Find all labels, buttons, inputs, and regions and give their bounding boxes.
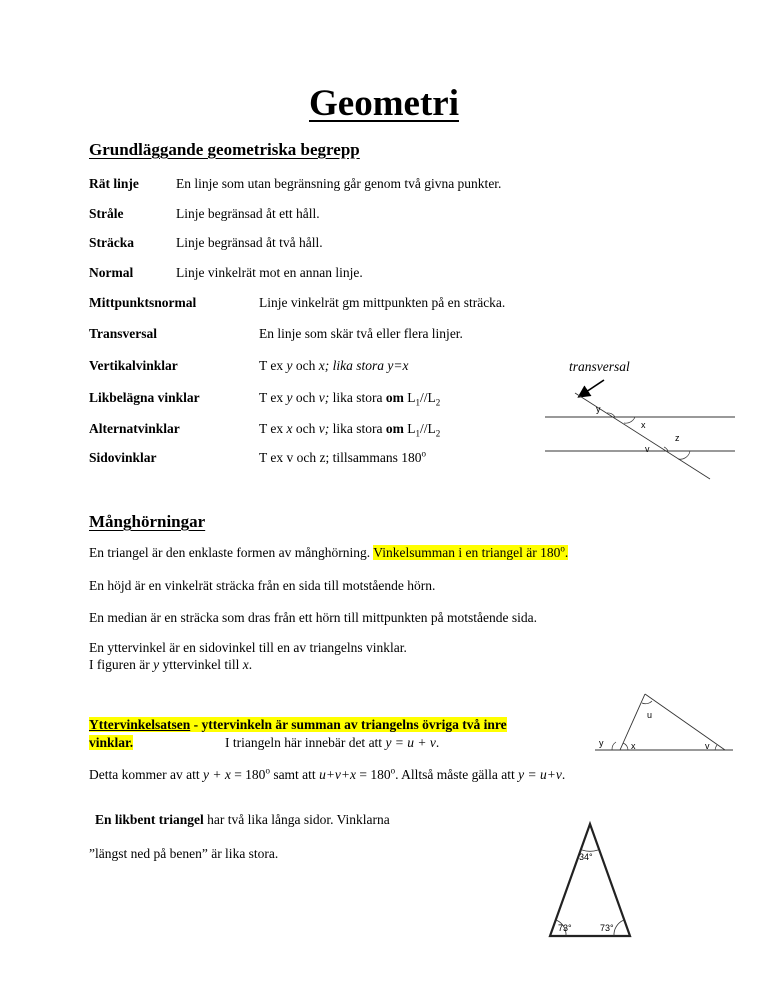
term-definition: T ex x och v; lika stora om $L_1//L_2$ bbox=[259, 421, 441, 439]
angle-label-v: v bbox=[705, 741, 710, 751]
angle-label-x: x bbox=[641, 420, 646, 430]
term-definition: Linje begränsad åt två håll. bbox=[176, 235, 323, 250]
theorem-line-1: Yttervinkelsatsen - yttervinkeln är summan av triangelns övriga två inre bbox=[89, 717, 507, 732]
term-label: Sträcka bbox=[89, 235, 134, 250]
term-definition: Linje vinkelrät gm mittpunkten på en sträcka. bbox=[259, 295, 506, 310]
angle-label-v: v bbox=[645, 444, 650, 454]
section-heading-basics: Grundläggande geometriska begrepp bbox=[89, 140, 360, 159]
term-definition: T ex y och v; lika stora om $L_1//L_2$ bbox=[259, 390, 441, 408]
pointer-arrow bbox=[580, 380, 604, 396]
term-label: Sidovinklar bbox=[89, 450, 157, 465]
term-label: Vertikalvinklar bbox=[89, 358, 178, 373]
theorem-implication: I triangeln här innebär det att y = u + v. bbox=[225, 735, 440, 750]
term-definition: En linje som skär två eller flera linjer. bbox=[259, 326, 463, 341]
term-label: Transversal bbox=[89, 326, 157, 341]
section-heading-polygons: Månghörningar bbox=[89, 512, 206, 531]
term-definition: En linje som utan begränsning går genom två givna punkter. bbox=[176, 176, 502, 191]
term-label: Alternatvinklar bbox=[89, 421, 180, 436]
term-definition: Linje begränsad åt ett håll. bbox=[176, 206, 320, 221]
angle-label-u: u bbox=[647, 710, 653, 720]
term-label: Mittpunktsnormal bbox=[89, 295, 197, 310]
paragraph-triangle-sum: En triangel är den enklaste formen av månghörning. Vinkelsumman i en triangel är 180$^o$. bbox=[89, 543, 569, 560]
page-title: Geometri bbox=[309, 83, 459, 124]
isosceles-text-line-2: ”längst ned på benen” är lika stora. bbox=[89, 846, 279, 861]
isosceles-text-line-1: En likbent triangel har två lika långa sidor. Vinklarna bbox=[95, 812, 390, 827]
angle-label-y: y bbox=[599, 738, 604, 748]
angle-label-x: x bbox=[631, 741, 636, 751]
term-label: Normal bbox=[89, 265, 134, 280]
term-definition: T ex v och z; tillsammans 180$^o$ bbox=[259, 448, 426, 465]
transversal-caption: transversal bbox=[569, 359, 630, 374]
term-definition: Linje vinkelrät mot en annan linje. bbox=[176, 265, 363, 280]
angle-label-base-right: 73° bbox=[600, 923, 614, 933]
paragraph-height: En höjd är en vinkelrät sträcka från en sida till motstående hörn. bbox=[89, 578, 436, 593]
derivation-text: Detta kommer av att $y + x = 180^o$ samt att $u+v+x = 180^o$. Alltså måste gälla att y = u+v. bbox=[89, 765, 566, 782]
paragraph-median: En median är en sträcka som dras från ett hörn till mittpunkten på motstående sida. bbox=[89, 610, 537, 625]
term-label: Rät linje bbox=[89, 176, 139, 191]
angle-label-y: y bbox=[596, 404, 601, 414]
term-definition: T ex y och x; lika stora y=x bbox=[259, 358, 409, 373]
term-label: Stråle bbox=[89, 206, 124, 221]
transversal-figure bbox=[540, 372, 740, 482]
angle-label-base-left: 73° bbox=[558, 923, 572, 933]
paragraph-exterior-angle: En yttervinkel är en sidovinkel till en av triangelns vinklar. bbox=[89, 640, 407, 655]
exterior-angle-figure bbox=[595, 688, 735, 763]
angle-label-z: z bbox=[675, 433, 680, 443]
term-label: Likbelägna vinklar bbox=[89, 390, 200, 405]
angle-label-top: 34° bbox=[579, 852, 593, 862]
theorem-line-2: vinklar. bbox=[89, 735, 134, 750]
paragraph-exterior-figure: I figuren är y yttervinkel till x. bbox=[89, 657, 253, 672]
isosceles-triangle-figure bbox=[544, 820, 636, 940]
